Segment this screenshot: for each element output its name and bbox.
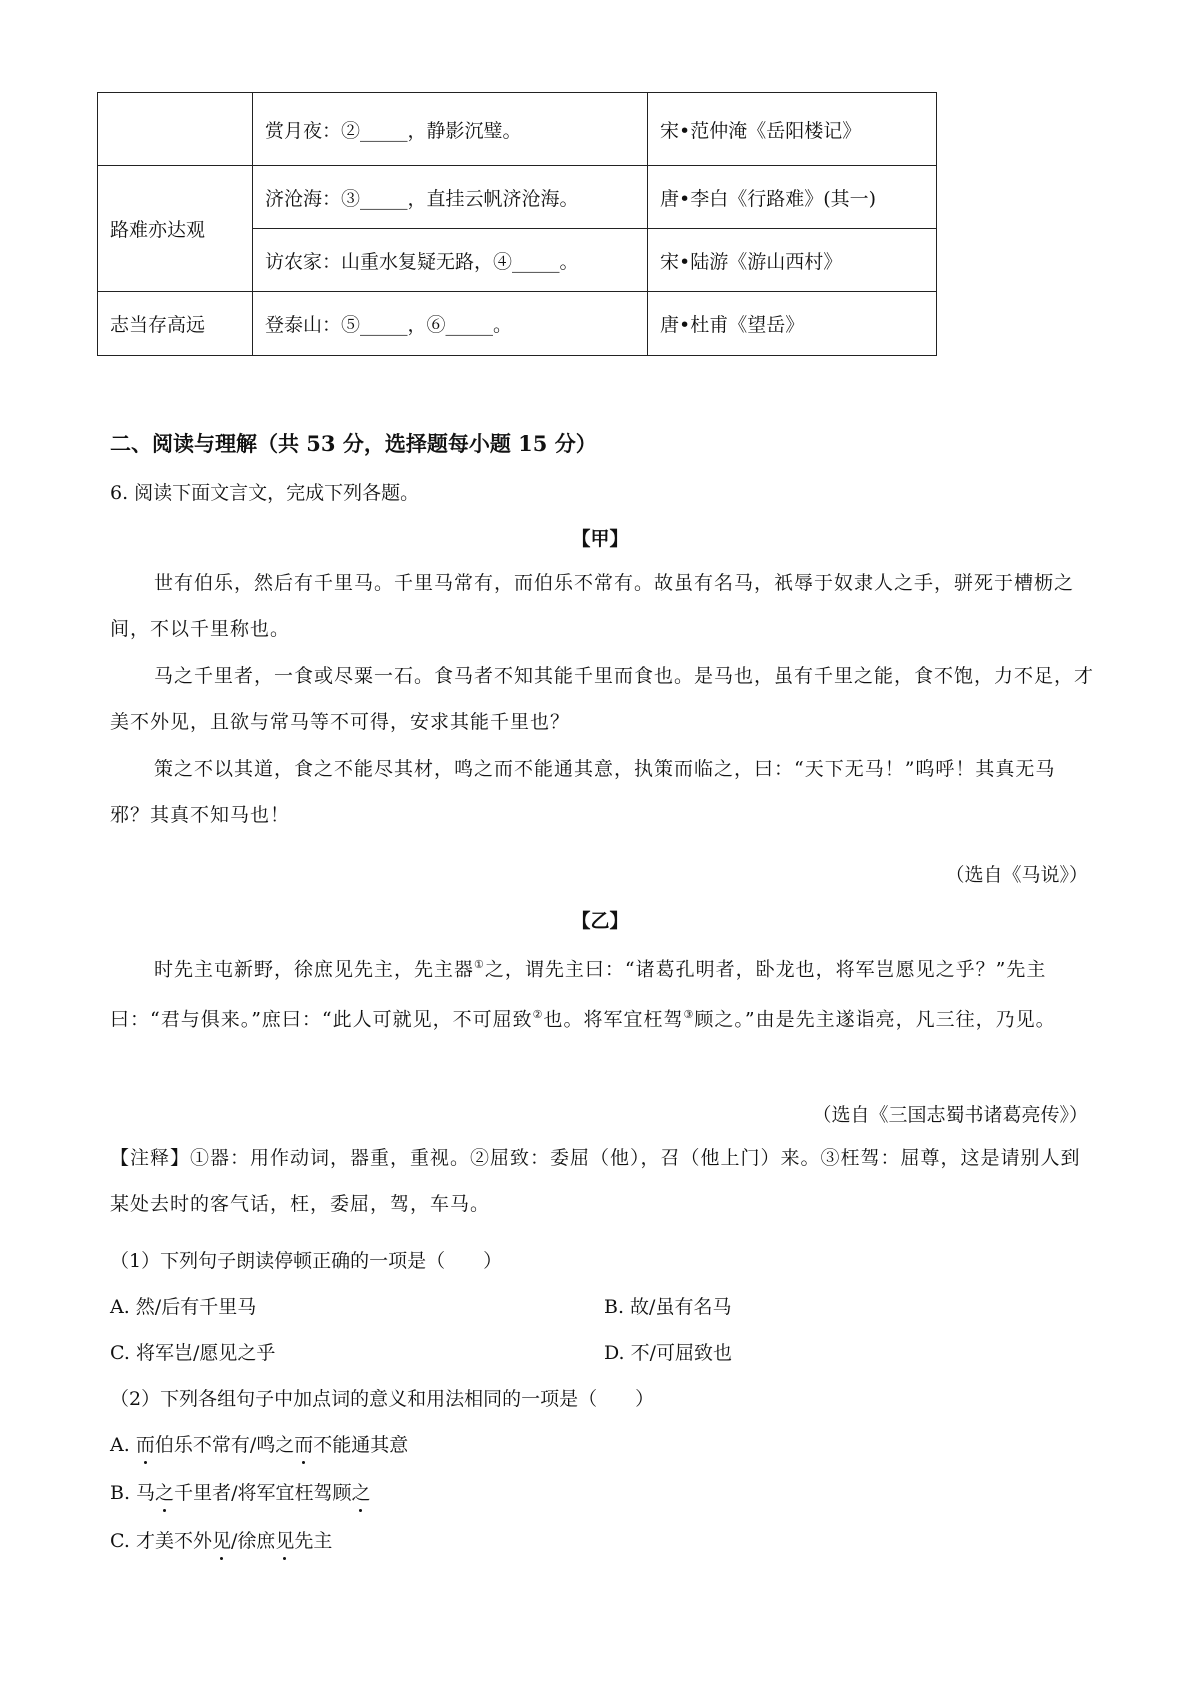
- passage-paragraph: 策之不以其道，食之不能尽其材，鸣之而不能通其意，执策而临之，曰：“天下无马！”呜呼！其真无马邪？其真不知马也！: [110, 758, 1056, 826]
- passage-label-yi: 【乙】: [571, 910, 629, 932]
- question-stem: （1）下列句子朗读停顿正确的一项是（ ）: [110, 1250, 503, 1272]
- text-run: /徐庶: [230, 1530, 276, 1552]
- dotted-word: 见: [211, 1530, 231, 1552]
- annotation-notes: 【注释】①器：用作动词，器重，重视。②屈致：委屈（他），召（他上门）来。③枉驾：屈尊，这是请别人到某处去时的客气话，枉，委屈，驾，车马。: [110, 1147, 1081, 1215]
- passage-source: （选自《马说》）: [945, 864, 1088, 886]
- table-cell: 唐•李白《行路难》(其一): [648, 166, 937, 229]
- text-run: B. 马: [110, 1482, 156, 1504]
- option-c: C. 将军岂/愿见之乎: [110, 1342, 276, 1364]
- dotted-word: 见: [275, 1530, 295, 1552]
- question-stem: （2）下列各组句子中加点词的意义和用法相同的一项是（ ）: [110, 1388, 655, 1410]
- table-cell: 登泰山：⑤_____，⑥_____。: [253, 292, 648, 356]
- footnote-mark: ②: [532, 1008, 544, 1022]
- question-intro: 6. 阅读下面文言文，完成下列各题。: [110, 482, 420, 504]
- text-run: 时先主屯新野，徐庶见先主，先主器: [154, 958, 475, 981]
- text-run: 伯乐不常有/鸣之: [154, 1434, 295, 1456]
- passage-paragraph: 世有伯乐，然后有千里马。千里马常有，而伯乐不常有。故虽有名马，祇辱于奴隶人之手，骈死于槽枥之间，不以千里称也。: [110, 572, 1075, 640]
- text-run: 顾之。”由是先主遂诣亮，凡三往，乃见。: [694, 1008, 1056, 1031]
- table-cell: 路难亦达观: [98, 166, 253, 292]
- text-run: C. 才美不外: [110, 1530, 212, 1552]
- passage-paragraph: [110, 942, 1095, 1043]
- passage-source: （选自《三国志蜀书诸葛亮传》）: [812, 1104, 1088, 1126]
- poem-table: [97, 92, 937, 356]
- option-b: B. 故/虽有名马: [604, 1296, 732, 1318]
- text-run: 不能通其意: [313, 1434, 409, 1456]
- footnote-mark: ①: [474, 958, 485, 971]
- table-cell: 志当存高远: [98, 292, 253, 356]
- text-run: A.: [110, 1434, 136, 1456]
- table-cell: 济沧海：③_____，直挂云帆济沧海。: [253, 166, 648, 229]
- table-cell: 宋•范仲淹《岳阳楼记》: [648, 93, 937, 166]
- text-run: 也。将军宜枉驾: [543, 1008, 684, 1031]
- option-c: [110, 1526, 332, 1553]
- passage-paragraph: 马之千里者，一食或尽粟一石。食马者不知其能千里而食也。是马也，虽有千里之能，食不饱，力不足，才美不外见，且欲与常马等不可得，安求其能千里也？: [110, 665, 1095, 733]
- table-cell: 访农家：山重水复疑无路，④_____。: [253, 229, 648, 292]
- table-row: [98, 292, 937, 356]
- table-row: [98, 166, 937, 229]
- dotted-word: 而: [135, 1434, 155, 1456]
- table-cell: 唐•杜甫《望岳》: [648, 292, 937, 356]
- dotted-word: 之: [351, 1482, 371, 1504]
- dotted-word: 之: [155, 1482, 175, 1504]
- option-b: [110, 1478, 370, 1505]
- option-d: D. 不/可屈致也: [604, 1342, 733, 1364]
- table-cell: 宋•陆游《游山西村》: [648, 229, 937, 292]
- table-row: [98, 93, 937, 166]
- passage-label-jia: 【甲】: [571, 528, 629, 550]
- section-title: 二、阅读与理解（共 53 分，选择题每小题 15 分）: [110, 431, 597, 456]
- dotted-word: 而: [294, 1434, 314, 1456]
- text-run: 先主: [294, 1530, 333, 1552]
- footnote-mark: ③: [683, 1008, 695, 1022]
- text-run: 之，谓先主曰：“诸葛孔明者，卧龙也，将军岂愿见之乎？”先主曰：“君与俱来。”庶曰：“此人可就见，不可屈致: [110, 958, 1047, 1031]
- option-a: A. 然/后有千里马: [110, 1296, 257, 1318]
- text-run: 千里者/将军宜枉驾顾: [174, 1482, 352, 1504]
- option-a: [110, 1430, 408, 1457]
- table-cell: 赏月夜：②_____，静影沉璧。: [253, 93, 648, 166]
- table-cell: [98, 93, 253, 166]
